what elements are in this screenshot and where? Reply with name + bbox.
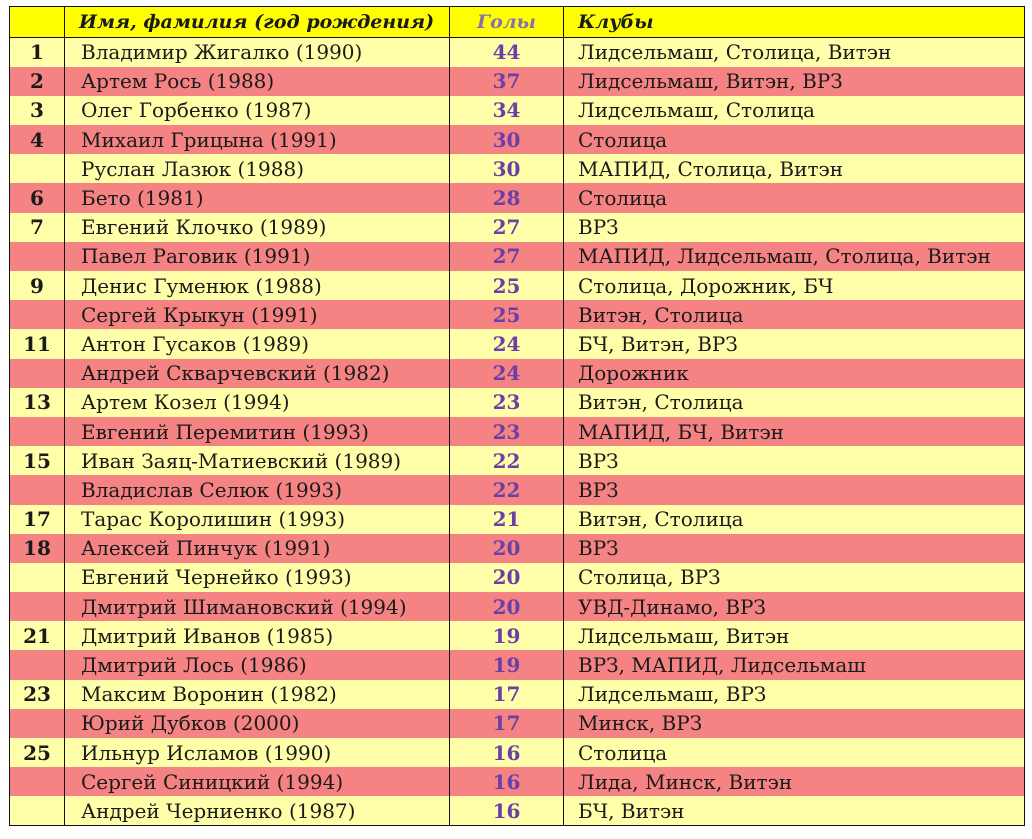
clubs-cell: Витэн, Столица	[564, 505, 1025, 534]
clubs-cell: Лидсельмаш, Столица	[564, 96, 1025, 125]
rank-cell	[10, 242, 65, 271]
rank-cell: 2	[10, 67, 65, 96]
goals-cell: 30	[450, 125, 564, 154]
table-row	[10, 300, 1025, 329]
rank-cell: 15	[10, 446, 65, 475]
goals-cell: 23	[450, 388, 564, 417]
goals-cell: 16	[450, 767, 564, 796]
rank-cell	[10, 767, 65, 796]
name-cell: Бето (1981)	[65, 183, 450, 212]
goals-cell: 22	[450, 446, 564, 475]
name-cell: Владислав Селюк (1993)	[65, 475, 450, 504]
table-row	[10, 592, 1025, 621]
clubs-cell: Лида, Минск, Витэн	[564, 767, 1025, 796]
name-cell: Тарас Королишин (1993)	[65, 505, 450, 534]
clubs-cell: ВРЗ	[564, 534, 1025, 563]
clubs-cell: БЧ, Витэн	[564, 796, 1025, 825]
table-row	[10, 183, 1025, 212]
name-cell: Дмитрий Шимановский (1994)	[65, 592, 450, 621]
goals-cell: 16	[450, 738, 564, 767]
rank-cell: 17	[10, 505, 65, 534]
clubs-cell: ВРЗ	[564, 475, 1025, 504]
name-cell: Евгений Чернейко (1993)	[65, 563, 450, 592]
name-cell: Евгений Перемитин (1993)	[65, 417, 450, 446]
rank-cell: 25	[10, 738, 65, 767]
table-row	[10, 271, 1025, 300]
rank-cell	[10, 650, 65, 679]
table-row	[10, 534, 1025, 563]
name-cell: Сергей Синицкий (1994)	[65, 767, 450, 796]
name-cell: Владимир Жигалко (1990)	[65, 38, 450, 67]
goals-cell: 17	[450, 680, 564, 709]
table-row	[10, 417, 1025, 446]
table-row	[10, 359, 1025, 388]
clubs-cell: Столица, ВРЗ	[564, 563, 1025, 592]
goals-cell: 34	[450, 96, 564, 125]
clubs-cell: Столица	[564, 738, 1025, 767]
name-cell: Олег Горбенко (1987)	[65, 96, 450, 125]
rank-cell: 11	[10, 329, 65, 358]
clubs-cell: Лидсельмаш, ВРЗ	[564, 680, 1025, 709]
rank-cell: 6	[10, 183, 65, 212]
rank-cell	[10, 359, 65, 388]
table-row	[10, 475, 1025, 504]
clubs-cell: ВРЗ	[564, 446, 1025, 475]
rank-cell	[10, 709, 65, 738]
clubs-cell: Столица, Дорожник, БЧ	[564, 271, 1025, 300]
rank-cell: 7	[10, 213, 65, 242]
table-row	[10, 67, 1025, 96]
table-header	[10, 7, 1025, 38]
goals-cell: 30	[450, 154, 564, 183]
table-row	[10, 125, 1025, 154]
goals-cell: 27	[450, 242, 564, 271]
clubs-cell: Лидсельмаш, Витэн	[564, 621, 1025, 650]
rank-cell	[10, 300, 65, 329]
table-row	[10, 796, 1025, 825]
rank-cell	[10, 796, 65, 825]
name-cell: Артем Козел (1994)	[65, 388, 450, 417]
rank-cell	[10, 592, 65, 621]
name-cell: Иван Заяц-Матиевский (1989)	[65, 446, 450, 475]
clubs-cell: ВРЗ	[564, 213, 1025, 242]
name-cell: Юрий Дубков (2000)	[65, 709, 450, 738]
clubs-cell: Витэн, Столица	[564, 300, 1025, 329]
clubs-cell: МАПИД, БЧ, Витэн	[564, 417, 1025, 446]
name-cell: Андрей Черниенко (1987)	[65, 796, 450, 825]
table-row	[10, 242, 1025, 271]
name-cell: Руслан Лазюк (1988)	[65, 154, 450, 183]
name-cell: Андрей Скварчевский (1982)	[65, 359, 450, 388]
name-cell: Алексей Пинчук (1991)	[65, 534, 450, 563]
table-row	[10, 738, 1025, 767]
table-row	[10, 709, 1025, 738]
table-body	[10, 38, 1025, 826]
goals-cell: 24	[450, 359, 564, 388]
table-row	[10, 650, 1025, 679]
header-goals: Голы	[450, 7, 564, 38]
goals-cell: 22	[450, 475, 564, 504]
name-cell: Артем Рось (1988)	[65, 67, 450, 96]
clubs-cell: ВРЗ, МАПИД, Лидсельмаш	[564, 650, 1025, 679]
name-cell: Михаил Грицына (1991)	[65, 125, 450, 154]
clubs-cell: Дорожник	[564, 359, 1025, 388]
rank-cell	[10, 475, 65, 504]
table-row	[10, 213, 1025, 242]
scorers-table	[9, 6, 1025, 826]
goals-cell: 20	[450, 534, 564, 563]
goals-cell: 20	[450, 563, 564, 592]
table-row	[10, 767, 1025, 796]
goals-cell: 27	[450, 213, 564, 242]
rank-cell	[10, 417, 65, 446]
rank-cell: 21	[10, 621, 65, 650]
table-row	[10, 96, 1025, 125]
table-row	[10, 505, 1025, 534]
name-cell: Дмитрий Иванов (1985)	[65, 621, 450, 650]
goals-cell: 24	[450, 329, 564, 358]
clubs-cell: БЧ, Витэн, ВРЗ	[564, 329, 1025, 358]
rank-cell: 1	[10, 38, 65, 67]
rank-cell: 4	[10, 125, 65, 154]
clubs-cell: Столица	[564, 183, 1025, 212]
goals-cell: 19	[450, 650, 564, 679]
rank-cell: 23	[10, 680, 65, 709]
clubs-cell: МАПИД, Лидсельмаш, Столица, Витэн	[564, 242, 1025, 271]
table-row	[10, 563, 1025, 592]
header-row	[10, 7, 1025, 38]
goals-cell: 44	[450, 38, 564, 67]
clubs-cell: Минск, ВРЗ	[564, 709, 1025, 738]
table-row	[10, 446, 1025, 475]
rank-cell: 3	[10, 96, 65, 125]
header-name: Имя, фамилия (год рождения)	[65, 7, 450, 38]
name-cell: Ильнур Исламов (1990)	[65, 738, 450, 767]
header-clubs: Клубы	[564, 7, 1025, 38]
clubs-cell: УВД-Динамо, ВРЗ	[564, 592, 1025, 621]
rank-cell: 9	[10, 271, 65, 300]
goals-cell: 37	[450, 67, 564, 96]
goals-cell: 16	[450, 796, 564, 825]
name-cell: Евгений Клочко (1989)	[65, 213, 450, 242]
goals-cell: 28	[450, 183, 564, 212]
name-cell: Денис Гуменюк (1988)	[65, 271, 450, 300]
table-row	[10, 388, 1025, 417]
goals-cell: 20	[450, 592, 564, 621]
goals-cell: 23	[450, 417, 564, 446]
goals-cell: 17	[450, 709, 564, 738]
name-cell: Дмитрий Лось (1986)	[65, 650, 450, 679]
name-cell: Максим Воронин (1982)	[65, 680, 450, 709]
goals-cell: 25	[450, 300, 564, 329]
clubs-cell: Лидсельмаш, Витэн, ВРЗ	[564, 67, 1025, 96]
table-row	[10, 621, 1025, 650]
goals-cell: 25	[450, 271, 564, 300]
clubs-cell: Лидсельмаш, Столица, Витэн	[564, 38, 1025, 67]
table-row	[10, 329, 1025, 358]
rank-cell: 13	[10, 388, 65, 417]
goals-cell: 19	[450, 621, 564, 650]
table-row	[10, 38, 1025, 67]
rank-cell	[10, 563, 65, 592]
clubs-cell: МАПИД, Столица, Витэн	[564, 154, 1025, 183]
clubs-cell: Витэн, Столица	[564, 388, 1025, 417]
table-row	[10, 154, 1025, 183]
goals-cell: 21	[450, 505, 564, 534]
table-row	[10, 680, 1025, 709]
header-rank	[10, 7, 65, 38]
name-cell: Антон Гусаков (1989)	[65, 329, 450, 358]
clubs-cell: Столица	[564, 125, 1025, 154]
rank-cell	[10, 154, 65, 183]
name-cell: Павел Раговик (1991)	[65, 242, 450, 271]
name-cell: Сергей Крыкун (1991)	[65, 300, 450, 329]
rank-cell: 18	[10, 534, 65, 563]
